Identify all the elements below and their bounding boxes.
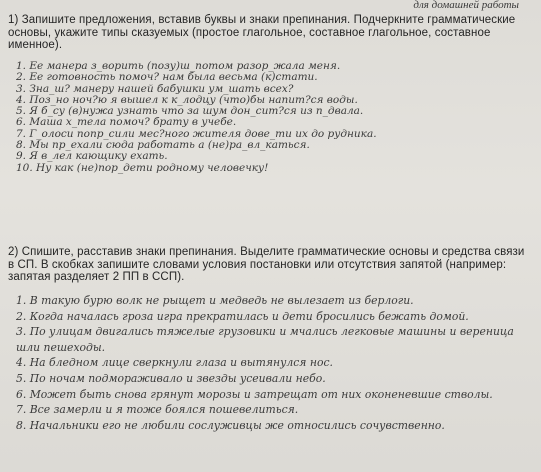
list-item: 10. Ну как (не)пор_дети родному человечку! [16, 162, 269, 174]
list-item: 6. Может быть снова грянут морозы и затрещат от них оконеневшие стволы. [16, 387, 493, 401]
list-item: 5. Я б_су (в)нужа узнать что за шум дон_сит?ся из п_двала. [16, 106, 364, 118]
task-2-heading: 2) Спишите, расставив знаки препинания. Выделите грамматические основы и средства связи в СП. В скобках запишите словами условия постановки или отсутствия запятой (например: запятая разделяет 2 ПП в ССП). [8, 246, 525, 283]
task-2-sentence-list [16, 293, 533, 433]
task-1-heading: 1) Запишите предложения, вставив буквы и знаки препинания. Подчеркните грамматические основы, укажите типы сказуемых (простое глагольное, составное глагольное, составное именное). [8, 14, 516, 51]
list-item: 1. В такую бурю волк не рыщет и медведь не вылезает из берлоги. [16, 294, 414, 307]
list-item: 2. Ее готовность помоч? нам была весьма (к)стати. [16, 72, 318, 84]
list-item: 4. Поз_но ноч?ю я вышел к к_лодцу (что)бы напит?ся воды. [16, 94, 358, 106]
list-item: 4. На бледном лице сверкнули глаза и вытянулся нос. [16, 356, 333, 370]
list-item: 6. Маша х_тела помоч? брату в учебе. [16, 117, 237, 129]
list-item: 2. Когда началась гроза игра прекратилась и дети бросились бежать домой. [16, 309, 469, 323]
list-item: 9. Я в_лел кающику ехать. [16, 151, 168, 163]
list-item: 3. Зна_ш? манеру нашей бабушки ум_шать всех? [16, 83, 294, 95]
list-item: 7. Г_олоси попр_сили мес?ного жителя дове_ти их до рудника. [16, 128, 377, 140]
page-header-text: для домашней работы [413, 0, 519, 11]
list-item: 8. Мы пр_ехали сюда работать а (не)ра_вл_каться. [16, 140, 310, 152]
list-item: 3. По улицам двигались тяжелые грузовики и мчались легковые машины и вереница шли пешеходы. [16, 325, 514, 354]
task-1-sentence-list [16, 61, 533, 174]
list-item: 7. Все замерли и я тоже боялся пошевелиться. [16, 403, 299, 417]
list-item: 5. По ночам подмораживало и звезды усеивали небо. [16, 371, 326, 385]
list-item: 1. Ее манера з_ворить (позу)ш_потом разор_жала меня. [16, 61, 341, 72]
list-item: 8. Начальники его не любили сослуживцы же относились сочувственно. [16, 418, 445, 432]
